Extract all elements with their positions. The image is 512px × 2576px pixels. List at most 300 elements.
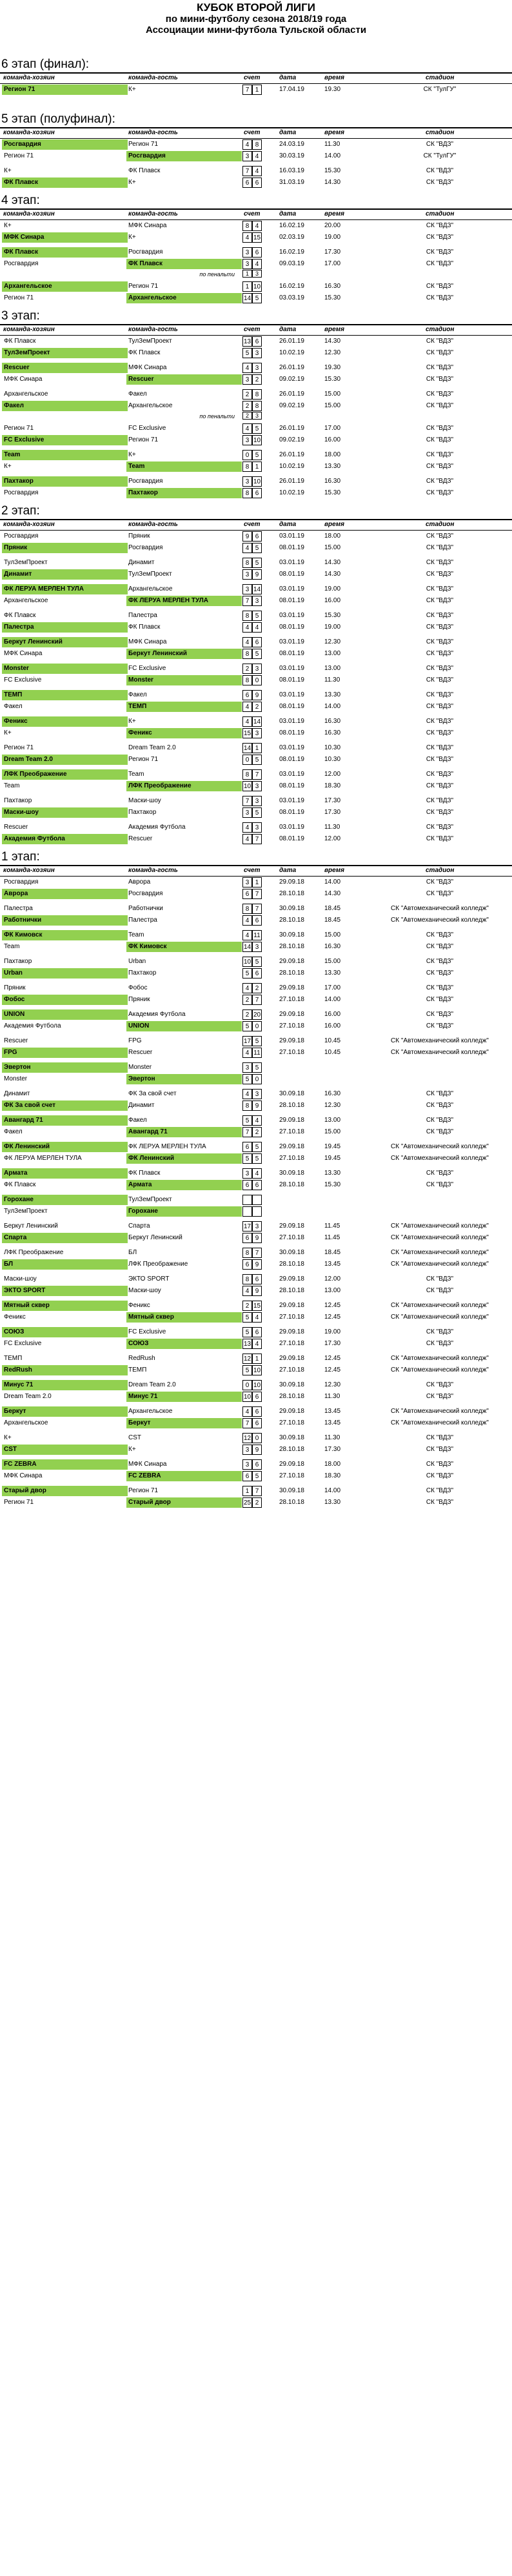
away-team: ФК Плавск [126, 259, 242, 269]
match-time: 16.00 [324, 1011, 341, 1018]
away-score: 1 [252, 877, 262, 887]
away-score: 9 [252, 1233, 262, 1243]
home-score: 0 [242, 1380, 252, 1390]
away-team: ТЕМП [126, 702, 242, 712]
home-team: Регион 71 [4, 294, 34, 301]
match-date: 03.01.19 [279, 532, 304, 540]
match-date: 27.10.18 [279, 1340, 304, 1347]
match-row [0, 1273, 512, 1285]
column-header-stadium: стадион [426, 867, 455, 874]
match-row [0, 1168, 512, 1179]
away-team: Динамит [128, 1102, 155, 1109]
column-header-home: команда-хозяин [3, 521, 55, 528]
match-row [0, 557, 512, 569]
home-team: Факел [2, 401, 128, 411]
away-score: 4 [252, 259, 262, 269]
home-team: CST [2, 1445, 128, 1455]
match-time: 17.30 [324, 1340, 341, 1347]
home-team: Rescuer [2, 363, 128, 373]
match-stadium: СК "ВДЗ" [426, 1328, 454, 1335]
match-pair [0, 1273, 512, 1300]
match-time: 15.00 [324, 402, 341, 409]
match-stadium [369, 1062, 511, 1073]
match-time: 12.30 [324, 349, 341, 356]
match-row [0, 1259, 512, 1270]
home-team: FC ZEBRA [2, 1459, 128, 1470]
away-score: 6 [252, 1274, 262, 1284]
home-score: 6 [242, 1259, 252, 1270]
match-date: 10.02.19 [279, 489, 304, 496]
match-date: 03.01.19 [279, 559, 304, 566]
stage-title: 5 этап (полуфинал): [1, 112, 115, 126]
match-date [277, 1195, 322, 1205]
match-date: 29.09.18 [279, 1222, 304, 1230]
match-row [0, 929, 512, 941]
away-score: 2 [252, 702, 262, 712]
away-team: Маски-шоу [128, 797, 161, 804]
away-score: 7 [252, 904, 262, 914]
match-stadium: СК "ВДЗ" [426, 489, 454, 496]
away-team: Пахтакор [126, 488, 242, 498]
match-row [0, 941, 512, 953]
match-row [0, 569, 512, 580]
home-team: Мятный сквер [2, 1301, 128, 1311]
match-stadium: СК "ВДЗ" [426, 1275, 454, 1283]
match-row [0, 177, 512, 188]
match-time: 16.30 [324, 478, 341, 485]
match-time: 12.45 [324, 1313, 341, 1321]
column-header-score: счет [244, 210, 261, 218]
match-date: 08.01.19 [279, 782, 304, 789]
match-pair [0, 929, 512, 956]
stage-title: 1 этап: [1, 850, 40, 864]
home-score: 4 [242, 232, 252, 243]
home-score: 4 [242, 139, 252, 150]
column-header-time: время [324, 210, 344, 218]
home-score: 7 [242, 166, 252, 176]
match-date: 27.10.18 [279, 1128, 304, 1135]
away-score: 4 [252, 1339, 262, 1349]
away-team: ТулЗемПроект [128, 338, 172, 345]
away-score: 5 [252, 293, 262, 303]
match-stadium: СК "ВДЗ" [426, 532, 454, 540]
away-team: ФК Плавск [128, 349, 161, 356]
match-time: 13.00 [324, 1117, 341, 1124]
away-team: Urban [128, 958, 146, 965]
away-score: 7 [252, 1486, 262, 1496]
match-stadium: СК "ВДЗ" [426, 984, 454, 991]
match-row [0, 434, 512, 446]
away-score: 3 [252, 822, 262, 833]
home-score: 5 [242, 1327, 252, 1337]
home-team: Спарта [2, 1233, 128, 1243]
match-row [0, 84, 512, 96]
column-header-date: дата [279, 129, 297, 136]
match-pair [0, 531, 512, 557]
match-time: 11.30 [324, 824, 340, 831]
match-row [0, 220, 512, 232]
match-pair [0, 1141, 512, 1168]
home-score: 3 [242, 877, 252, 887]
match-time: 14.00 [324, 996, 341, 1003]
match-stadium: СК "Автомеханический колледж" [391, 1143, 489, 1150]
away-score: 14 [252, 584, 262, 594]
match-time: 19.00 [324, 585, 341, 593]
home-team: Регион 71 [4, 425, 34, 432]
match-time: 16.00 [324, 1022, 341, 1029]
match-row [0, 583, 512, 595]
column-header-stadium: стадион [426, 521, 455, 528]
match-pair [0, 689, 512, 716]
home-score: 5 [242, 1312, 252, 1323]
match-stadium: СК "ВДЗ" [426, 167, 454, 174]
home-team: ТулЗемПроект [4, 559, 48, 566]
home-team: Росгвардия [4, 878, 39, 886]
match-time: 17.30 [324, 248, 341, 256]
away-score: 9 [252, 690, 262, 700]
match-stadium [369, 1074, 511, 1084]
home-team: БЛ [2, 1259, 128, 1270]
away-score: 5 [252, 1062, 262, 1073]
match-time: 15.00 [324, 1128, 341, 1135]
penalty-away-score: 3 [252, 412, 262, 420]
away-score: 8 [252, 389, 262, 400]
match-date: 30.09.18 [279, 1434, 304, 1441]
home-score: 2 [242, 1301, 252, 1311]
match-date: 31.03.19 [279, 179, 304, 186]
away-team: Феникс [126, 728, 242, 738]
match-date: 08.01.19 [279, 756, 304, 763]
match-date: 08.01.19 [279, 624, 304, 631]
match-row [0, 1194, 512, 1206]
match-time: 16.30 [324, 718, 341, 725]
match-date: 27.10.18 [279, 1155, 304, 1162]
away-team: Горохане [126, 1206, 242, 1217]
home-score: 5 [242, 1074, 252, 1084]
home-score: 1 [242, 1486, 252, 1496]
match-row [0, 347, 512, 359]
match-date: 29.09.18 [279, 1011, 304, 1018]
away-team: К+ [128, 1446, 136, 1453]
match-stadium: СК "ВДЗ" [426, 1181, 454, 1188]
match-date: 08.01.19 [279, 544, 304, 551]
match-date: 03.01.19 [279, 665, 304, 672]
match-time: 19.00 [324, 624, 341, 631]
away-score: 7 [252, 834, 262, 844]
match-row [0, 542, 512, 554]
match-date: 08.01.19 [279, 809, 304, 816]
match-date [277, 1062, 322, 1073]
match-date: 16.02.19 [279, 283, 304, 290]
match-time: 18.30 [324, 782, 341, 789]
home-score: 4 [242, 622, 252, 633]
match-row [0, 1432, 512, 1444]
match-stadium: СК "ВДЗ" [426, 451, 454, 458]
home-score: 3 [242, 1062, 252, 1073]
home-score: 5 [242, 1153, 252, 1164]
match-stadium: СК "ВДЗ" [426, 809, 454, 816]
away-team: Rescuer [128, 1049, 153, 1056]
match-pair [0, 716, 512, 742]
home-score: 17 [242, 1036, 252, 1046]
match-row [0, 1035, 512, 1047]
away-team: БЛ [128, 1249, 137, 1256]
match-row [0, 742, 512, 754]
match-row [0, 281, 512, 292]
match-stadium: СК "ВДЗ" [426, 1170, 454, 1177]
home-team: Urban [2, 968, 128, 979]
match-row [0, 622, 512, 633]
match-pair [0, 583, 512, 610]
match-pair [0, 1326, 512, 1353]
away-team: МФК Синара [128, 1461, 167, 1468]
match-date: 03.01.19 [279, 824, 304, 831]
home-score: 2 [242, 401, 252, 411]
match-date: 28.10.18 [279, 917, 304, 924]
match-stadium: СК "ВДЗ" [426, 425, 454, 432]
match-pair [0, 220, 512, 247]
away-team: МФК Синара [128, 364, 167, 371]
away-score: 6 [252, 1392, 262, 1402]
match-stadium: СК "ВДЗ" [426, 1102, 454, 1109]
away-team: Пахтакор [128, 969, 157, 977]
match-stadium: СК "ВДЗ" [426, 638, 454, 645]
home-team: Работнички [2, 915, 128, 926]
match-pair [0, 663, 512, 689]
away-team: Росгвардия [128, 544, 163, 551]
away-team: Росгвардия [128, 478, 163, 485]
match-time: 15.00 [324, 390, 341, 398]
column-header-time: время [324, 521, 344, 528]
home-score: 4 [242, 543, 252, 553]
away-score: 6 [252, 1327, 262, 1337]
match-date: 30.09.18 [279, 1170, 304, 1177]
match-time: 19.30 [324, 86, 341, 93]
match-time: 13.30 [324, 1499, 341, 1506]
away-team: Беркут Ленинский [126, 649, 242, 659]
stage-section [0, 56, 512, 110]
penalty-label: по пенальти [199, 271, 235, 278]
home-score: 14 [242, 293, 252, 303]
home-team: ЭКТО SPORT [2, 1286, 128, 1296]
home-score: 8 [242, 1248, 252, 1258]
match-date: 09.02.19 [279, 402, 304, 409]
match-time: 16.30 [324, 1090, 341, 1097]
match-date: 26.01.19 [279, 338, 304, 345]
match-stadium: СК "ВДЗ" [426, 612, 454, 619]
home-team: ФК Плавск [2, 247, 128, 258]
away-team: CST [128, 1434, 141, 1441]
away-team: К+ [128, 86, 136, 93]
home-score: 7 [242, 1418, 252, 1428]
away-score: 10 [252, 1380, 262, 1390]
match-stadium: СК "ВДЗ" [426, 222, 454, 229]
match-stadium: СК "ВДЗ" [426, 782, 454, 789]
away-score: 3 [252, 596, 262, 606]
match-date: 03.01.19 [279, 585, 304, 593]
home-score: 8 [242, 769, 252, 780]
away-team: МФК Синара [128, 222, 167, 229]
match-time: 12.30 [324, 1381, 341, 1388]
away-score: 4 [252, 1168, 262, 1179]
match-row [0, 139, 512, 150]
home-score: 3 [242, 584, 252, 594]
column-header-time: время [324, 74, 344, 81]
home-score: 3 [242, 476, 252, 487]
away-team: Армата [126, 1180, 242, 1190]
match-stadium: СК "Автомеханический колледж" [391, 1419, 489, 1426]
home-team: UNION [2, 1009, 128, 1020]
match-stadium: СК "ВДЗ" [426, 824, 454, 831]
away-score: 3 [252, 348, 262, 358]
home-score: 10 [242, 957, 252, 967]
home-score: 4 [242, 363, 252, 373]
match-row [0, 1353, 512, 1364]
match-stadium: СК "ВДЗ" [426, 571, 454, 578]
match-stadium: СК "ВДЗ" [426, 1499, 454, 1506]
home-score: 15 [242, 728, 252, 738]
home-team: FC Exclusive [4, 676, 42, 684]
match-stadium: СК "Автомеханический колледж" [391, 1355, 489, 1362]
home-score: 6 [242, 177, 252, 188]
match-time: 16.30 [324, 943, 341, 950]
home-team: Team [4, 782, 20, 789]
match-row [0, 595, 512, 607]
away-score: 9 [252, 1286, 262, 1296]
away-team: ТЕМП [128, 1366, 147, 1374]
match-date [277, 1074, 322, 1084]
home-score: 2 [242, 389, 252, 400]
match-time: 12.30 [324, 1102, 341, 1109]
match-time: 15.30 [324, 489, 341, 496]
home-team: Эвертон [2, 1062, 128, 1073]
away-team: Регион 71 [128, 756, 159, 763]
home-team: Палестра [4, 905, 33, 912]
away-score: 8 [252, 401, 262, 411]
match-time: 17.30 [324, 797, 341, 804]
home-score: 5 [242, 348, 252, 358]
away-team: ФК Кимовск [126, 942, 242, 952]
match-row [0, 1470, 512, 1482]
away-team: Динамит [128, 559, 155, 566]
match-time: 13.30 [324, 1170, 341, 1177]
home-team: К+ [4, 1434, 12, 1441]
away-score: 20 [252, 1009, 262, 1020]
away-team: ФК Плавск [128, 1170, 161, 1177]
match-stadium: СК "Автомеханический колледж" [391, 1234, 489, 1241]
match-pair [0, 1459, 512, 1485]
match-time: 14.30 [324, 559, 341, 566]
home-score: 2 [242, 1009, 252, 1020]
away-score: 1 [252, 743, 262, 753]
match-time: 18.45 [324, 917, 341, 924]
match-date: 08.01.19 [279, 835, 304, 842]
match-date: 03.01.19 [279, 771, 304, 778]
away-score: 0 [252, 1021, 262, 1031]
away-team: Пахтакор [128, 809, 157, 816]
away-team: Палестра [128, 917, 157, 924]
column-header-away: команда-гость [128, 521, 178, 528]
match-date: 26.01.19 [279, 478, 304, 485]
home-team: Росгвардия [4, 489, 39, 496]
column-header-date: дата [279, 326, 297, 333]
match-time: 12.00 [324, 835, 341, 842]
away-team: К+ [128, 718, 136, 725]
match-time: 17.00 [324, 260, 341, 267]
away-score: 5 [252, 1036, 262, 1046]
match-date: 27.10.18 [279, 1366, 304, 1374]
away-team: Team [128, 771, 144, 778]
home-score: 1 [242, 281, 252, 292]
away-score: 6 [252, 1418, 262, 1428]
match-row [0, 903, 512, 915]
match-row [0, 1088, 512, 1100]
away-team: Авангард 71 [126, 1127, 242, 1137]
match-row [0, 877, 512, 888]
home-score: 6 [242, 1180, 252, 1190]
away-team: ТулЗемПроект [128, 571, 172, 578]
home-team: Феникс [4, 1313, 26, 1321]
match-stadium: СК "ВДЗ" [426, 665, 454, 672]
match-time: 16.00 [324, 597, 341, 604]
home-team: Dream Team 2.0 [2, 755, 128, 765]
home-score: 8 [242, 904, 252, 914]
home-team: К+ [4, 222, 12, 229]
match-time: 13.00 [324, 1287, 341, 1294]
match-stadium: СК "ВДЗ" [426, 676, 454, 684]
match-date: 08.01.19 [279, 729, 304, 736]
match-row [0, 374, 512, 385]
match-stadium: СК "Автомеханический колледж" [391, 1408, 489, 1415]
away-score: 4 [252, 622, 262, 633]
home-score: 4 [242, 1089, 252, 1099]
match-row [0, 1312, 512, 1323]
away-score: 2 [252, 374, 262, 385]
home-team: Факел [4, 703, 23, 710]
away-team: ФК Плавск [128, 167, 161, 174]
match-date: 27.10.18 [279, 996, 304, 1003]
home-score: 3 [242, 247, 252, 258]
home-score: 12 [242, 1354, 252, 1364]
away-team: Факел [128, 691, 147, 698]
home-score: 8 [242, 1100, 252, 1111]
away-score: 15 [252, 1301, 262, 1311]
match-stadium: СК "ВДЗ" [426, 835, 454, 842]
match-row [0, 1100, 512, 1111]
match-date: 29.09.18 [279, 878, 304, 886]
home-score: 4 [242, 1048, 252, 1058]
away-team: Мятный сквер [126, 1312, 242, 1323]
match-pair [0, 165, 512, 192]
away-score: 1 [252, 461, 262, 472]
home-score: 4 [242, 716, 252, 727]
away-team: FC ZEBRA [126, 1471, 242, 1481]
home-score: 8 [242, 649, 252, 659]
away-score: 10 [252, 281, 262, 292]
away-team: Monster [128, 1064, 152, 1071]
match-time: 12.45 [324, 1366, 341, 1374]
match-stadium: СК "ВДЗ" [426, 756, 454, 763]
home-team: ФК ЛЕРУА МЕРЛЕН ТУЛА [2, 584, 128, 594]
away-team: Беркут Ленинский [128, 1234, 182, 1241]
match-pair [0, 1088, 512, 1115]
match-date: 29.09.18 [279, 1408, 304, 1415]
match-time: 18.45 [324, 1249, 341, 1256]
match-pair [0, 336, 512, 362]
match-row [0, 822, 512, 833]
match-time: 14.30 [324, 890, 341, 897]
match-pair [0, 822, 512, 848]
